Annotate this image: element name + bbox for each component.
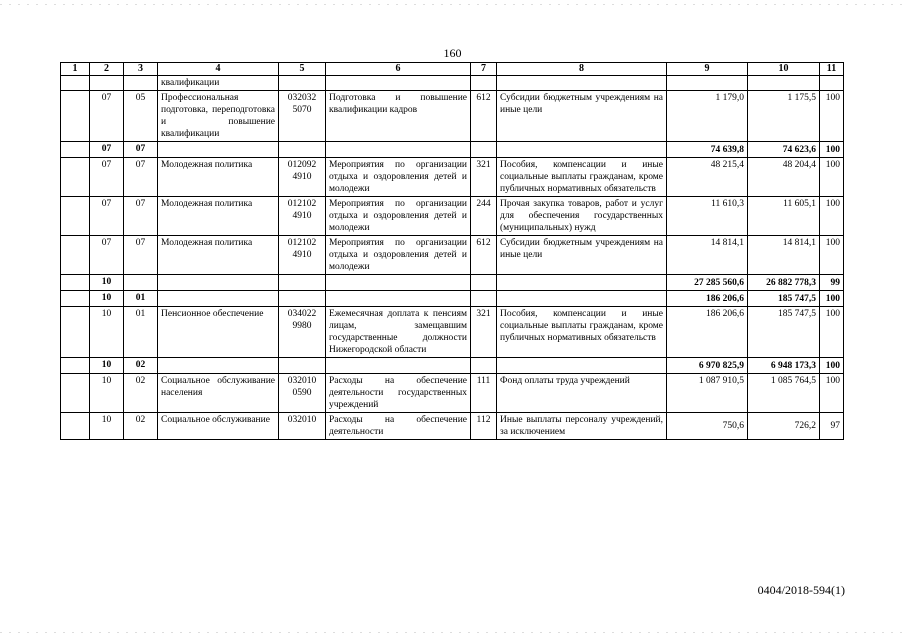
table-row [61,374,844,413]
cell-col1 [61,307,90,358]
cell-actual: 6 948 173,3 [748,358,820,374]
column-header: 11 [820,63,844,76]
cell-actual: 26 882 778,3 [748,275,820,291]
cell-program-name: Ежемесячная доплата к пенсиям лицам, замещавшим государственные должности Нижегородской области [326,307,471,358]
table-row [61,158,844,197]
cell-target-code: 012102 4910 [279,236,326,275]
cell-col1 [61,76,90,91]
cell-subsection: 02 [124,374,158,413]
cell-expense-type: 321 [471,158,497,197]
cell-target-code [279,275,326,291]
cell-actual: 48 204,4 [748,158,820,197]
cell-name [158,291,279,307]
cell-actual: 185 747,5 [748,307,820,358]
cell-percent: 100 [820,358,844,374]
cell-expense-type: 612 [471,91,497,142]
cell-target-code: 032010 [279,413,326,440]
cell-section [90,76,124,91]
column-header: 7 [471,63,497,76]
cell-program-name: Мероприятия по организации отдыха и оздоровления детей и молодежи [326,197,471,236]
cell-percent [820,76,844,91]
cell-expense-type [471,275,497,291]
cell-target-code [279,142,326,158]
cell-program-name: Мероприятия по организации отдыха и оздоровления детей и молодежи [326,158,471,197]
cell-planned: 74 639,8 [667,142,748,158]
cell-program-name: Подготовка и повышение квалификации кадров [326,91,471,142]
cell-subsection: 07 [124,197,158,236]
cell-subsection: 07 [124,158,158,197]
cell-planned: 186 206,6 [667,307,748,358]
cell-name [158,358,279,374]
cell-target-code: 034022 9980 [279,307,326,358]
cell-expense-desc [497,358,667,374]
cell-name: Молодежная политика [158,197,279,236]
cell-col1 [61,413,90,440]
cell-percent: 100 [820,91,844,142]
cell-section: 07 [90,197,124,236]
cell-planned [667,76,748,91]
cell-name: Профессиональная подготовка, переподготовка и повышение квалификации [158,91,279,142]
cell-name: квалификации [158,76,279,91]
cell-expense-desc [497,275,667,291]
document-code: 0404/2018-594(1) [757,583,845,597]
cell-section: 10 [90,291,124,307]
cell-program-name: Расходы на обеспечение деятельности [326,413,471,440]
table-row [61,76,844,91]
table-row [61,197,844,236]
column-header: 2 [90,63,124,76]
cell-target-code [279,291,326,307]
cell-section: 10 [90,374,124,413]
cell-section: 10 [90,413,124,440]
cell-name: Молодежная политика [158,236,279,275]
cell-col1 [61,142,90,158]
cell-expense-desc: Прочая закупка товаров, работ и услуг для обеспечения государственных (муниципальных) нужд [497,197,667,236]
cell-percent: 100 [820,197,844,236]
cell-program-name [326,275,471,291]
column-header: 4 [158,63,279,76]
column-header: 1 [61,63,90,76]
cell-expense-desc [497,142,667,158]
cell-actual: 14 814,1 [748,236,820,275]
cell-expense-desc: Иные выплаты персоналу учреждений, за исключением [497,413,667,440]
cell-actual: 726,2 [748,413,820,440]
cell-expense-desc: Субсидии бюджетным учреждениям на иные цели [497,236,667,275]
cell-percent: 100 [820,142,844,158]
cell-planned: 186 206,6 [667,291,748,307]
column-header: 5 [279,63,326,76]
cell-subsection [124,76,158,91]
cell-col1 [61,374,90,413]
cell-target-code: 012092 4910 [279,158,326,197]
cell-target-code: 032032 5070 [279,91,326,142]
cell-name: Молодежная политика [158,158,279,197]
cell-col1 [61,275,90,291]
cell-col1 [61,197,90,236]
cell-expense-type [471,291,497,307]
cell-name [158,142,279,158]
cell-section: 10 [90,275,124,291]
cell-program-name [326,76,471,91]
cell-subsection [124,275,158,291]
cell-expense-type [471,76,497,91]
cell-planned: 14 814,1 [667,236,748,275]
cell-planned: 6 970 825,9 [667,358,748,374]
cell-planned: 750,6 [667,413,748,440]
cell-percent: 100 [820,307,844,358]
cell-actual: 11 605,1 [748,197,820,236]
cell-section: 10 [90,307,124,358]
cell-subsection: 01 [124,291,158,307]
header-row [61,63,844,76]
cell-actual [748,76,820,91]
cell-subsection: 02 [124,358,158,374]
column-header: 9 [667,63,748,76]
column-header: 3 [124,63,158,76]
cell-actual: 74 623,6 [748,142,820,158]
subtotal-row [61,275,844,291]
cell-expense-desc: Пособия, компенсации и иные социальные выплаты гражданам, кроме публичных нормативных обязательств [497,307,667,358]
cell-section: 07 [90,236,124,275]
column-header: 10 [748,63,820,76]
cell-planned: 48 215,4 [667,158,748,197]
table-row [61,91,844,142]
cell-name: Социальное обслуживание населения [158,374,279,413]
cell-section: 07 [90,91,124,142]
cell-expense-desc: Субсидии бюджетным учреждениям на иные цели [497,91,667,142]
cell-program-name [326,291,471,307]
cell-percent: 99 [820,275,844,291]
cell-expense-desc: Фонд оплаты труда учреждений [497,374,667,413]
cell-target-code [279,76,326,91]
subtotal-row [61,291,844,307]
column-header: 6 [326,63,471,76]
cell-target-code [279,358,326,374]
cell-percent: 100 [820,236,844,275]
cell-subsection: 02 [124,413,158,440]
table-row [61,413,844,440]
cell-percent: 100 [820,374,844,413]
cell-section: 10 [90,358,124,374]
cell-expense-type [471,142,497,158]
cell-col1 [61,291,90,307]
cell-program-name [326,142,471,158]
cell-program-name [326,358,471,374]
cell-expense-type: 321 [471,307,497,358]
cell-col1 [61,358,90,374]
cell-percent: 100 [820,291,844,307]
cell-subsection: 01 [124,307,158,358]
table-row [61,307,844,358]
cell-expense-type: 612 [471,236,497,275]
cell-planned: 27 285 560,6 [667,275,748,291]
cell-subsection: 07 [124,142,158,158]
cell-percent: 97 [820,413,844,440]
cell-planned: 1 087 910,5 [667,374,748,413]
cell-planned: 11 610,3 [667,197,748,236]
cell-program-name: Мероприятия по организации отдыха и оздоровления детей и молодежи [326,236,471,275]
cell-expense-desc: Пособия, компенсации и иные социальные выплаты гражданам, кроме публичных нормативных обязательств [497,158,667,197]
cell-actual: 1 175,5 [748,91,820,142]
cell-section: 07 [90,142,124,158]
cell-name [158,275,279,291]
cell-program-name: Расходы на обеспечение деятельности государственных учреждений [326,374,471,413]
cell-col1 [61,91,90,142]
cell-expense-type: 112 [471,413,497,440]
cell-expense-type: 111 [471,374,497,413]
page-number: 160 [443,46,462,60]
cell-name: Социальное обслуживание [158,413,279,440]
cell-expense-type: 244 [471,197,497,236]
cell-name: Пенсионное обеспечение [158,307,279,358]
cell-planned: 1 179,0 [667,91,748,142]
table-row [61,236,844,275]
cell-expense-type [471,358,497,374]
cell-subsection: 05 [124,91,158,142]
cell-subsection: 07 [124,236,158,275]
cell-actual: 185 747,5 [748,291,820,307]
cell-expense-desc [497,291,667,307]
subtotal-row [61,142,844,158]
cell-expense-desc [497,76,667,91]
budget-table [60,62,844,440]
cell-actual: 1 085 764,5 [748,374,820,413]
cell-col1 [61,236,90,275]
cell-target-code: 032010 0590 [279,374,326,413]
cell-target-code: 012102 4910 [279,197,326,236]
cell-percent: 100 [820,158,844,197]
cell-section: 07 [90,158,124,197]
cell-col1 [61,158,90,197]
subtotal-row [61,358,844,374]
column-header: 8 [497,63,667,76]
